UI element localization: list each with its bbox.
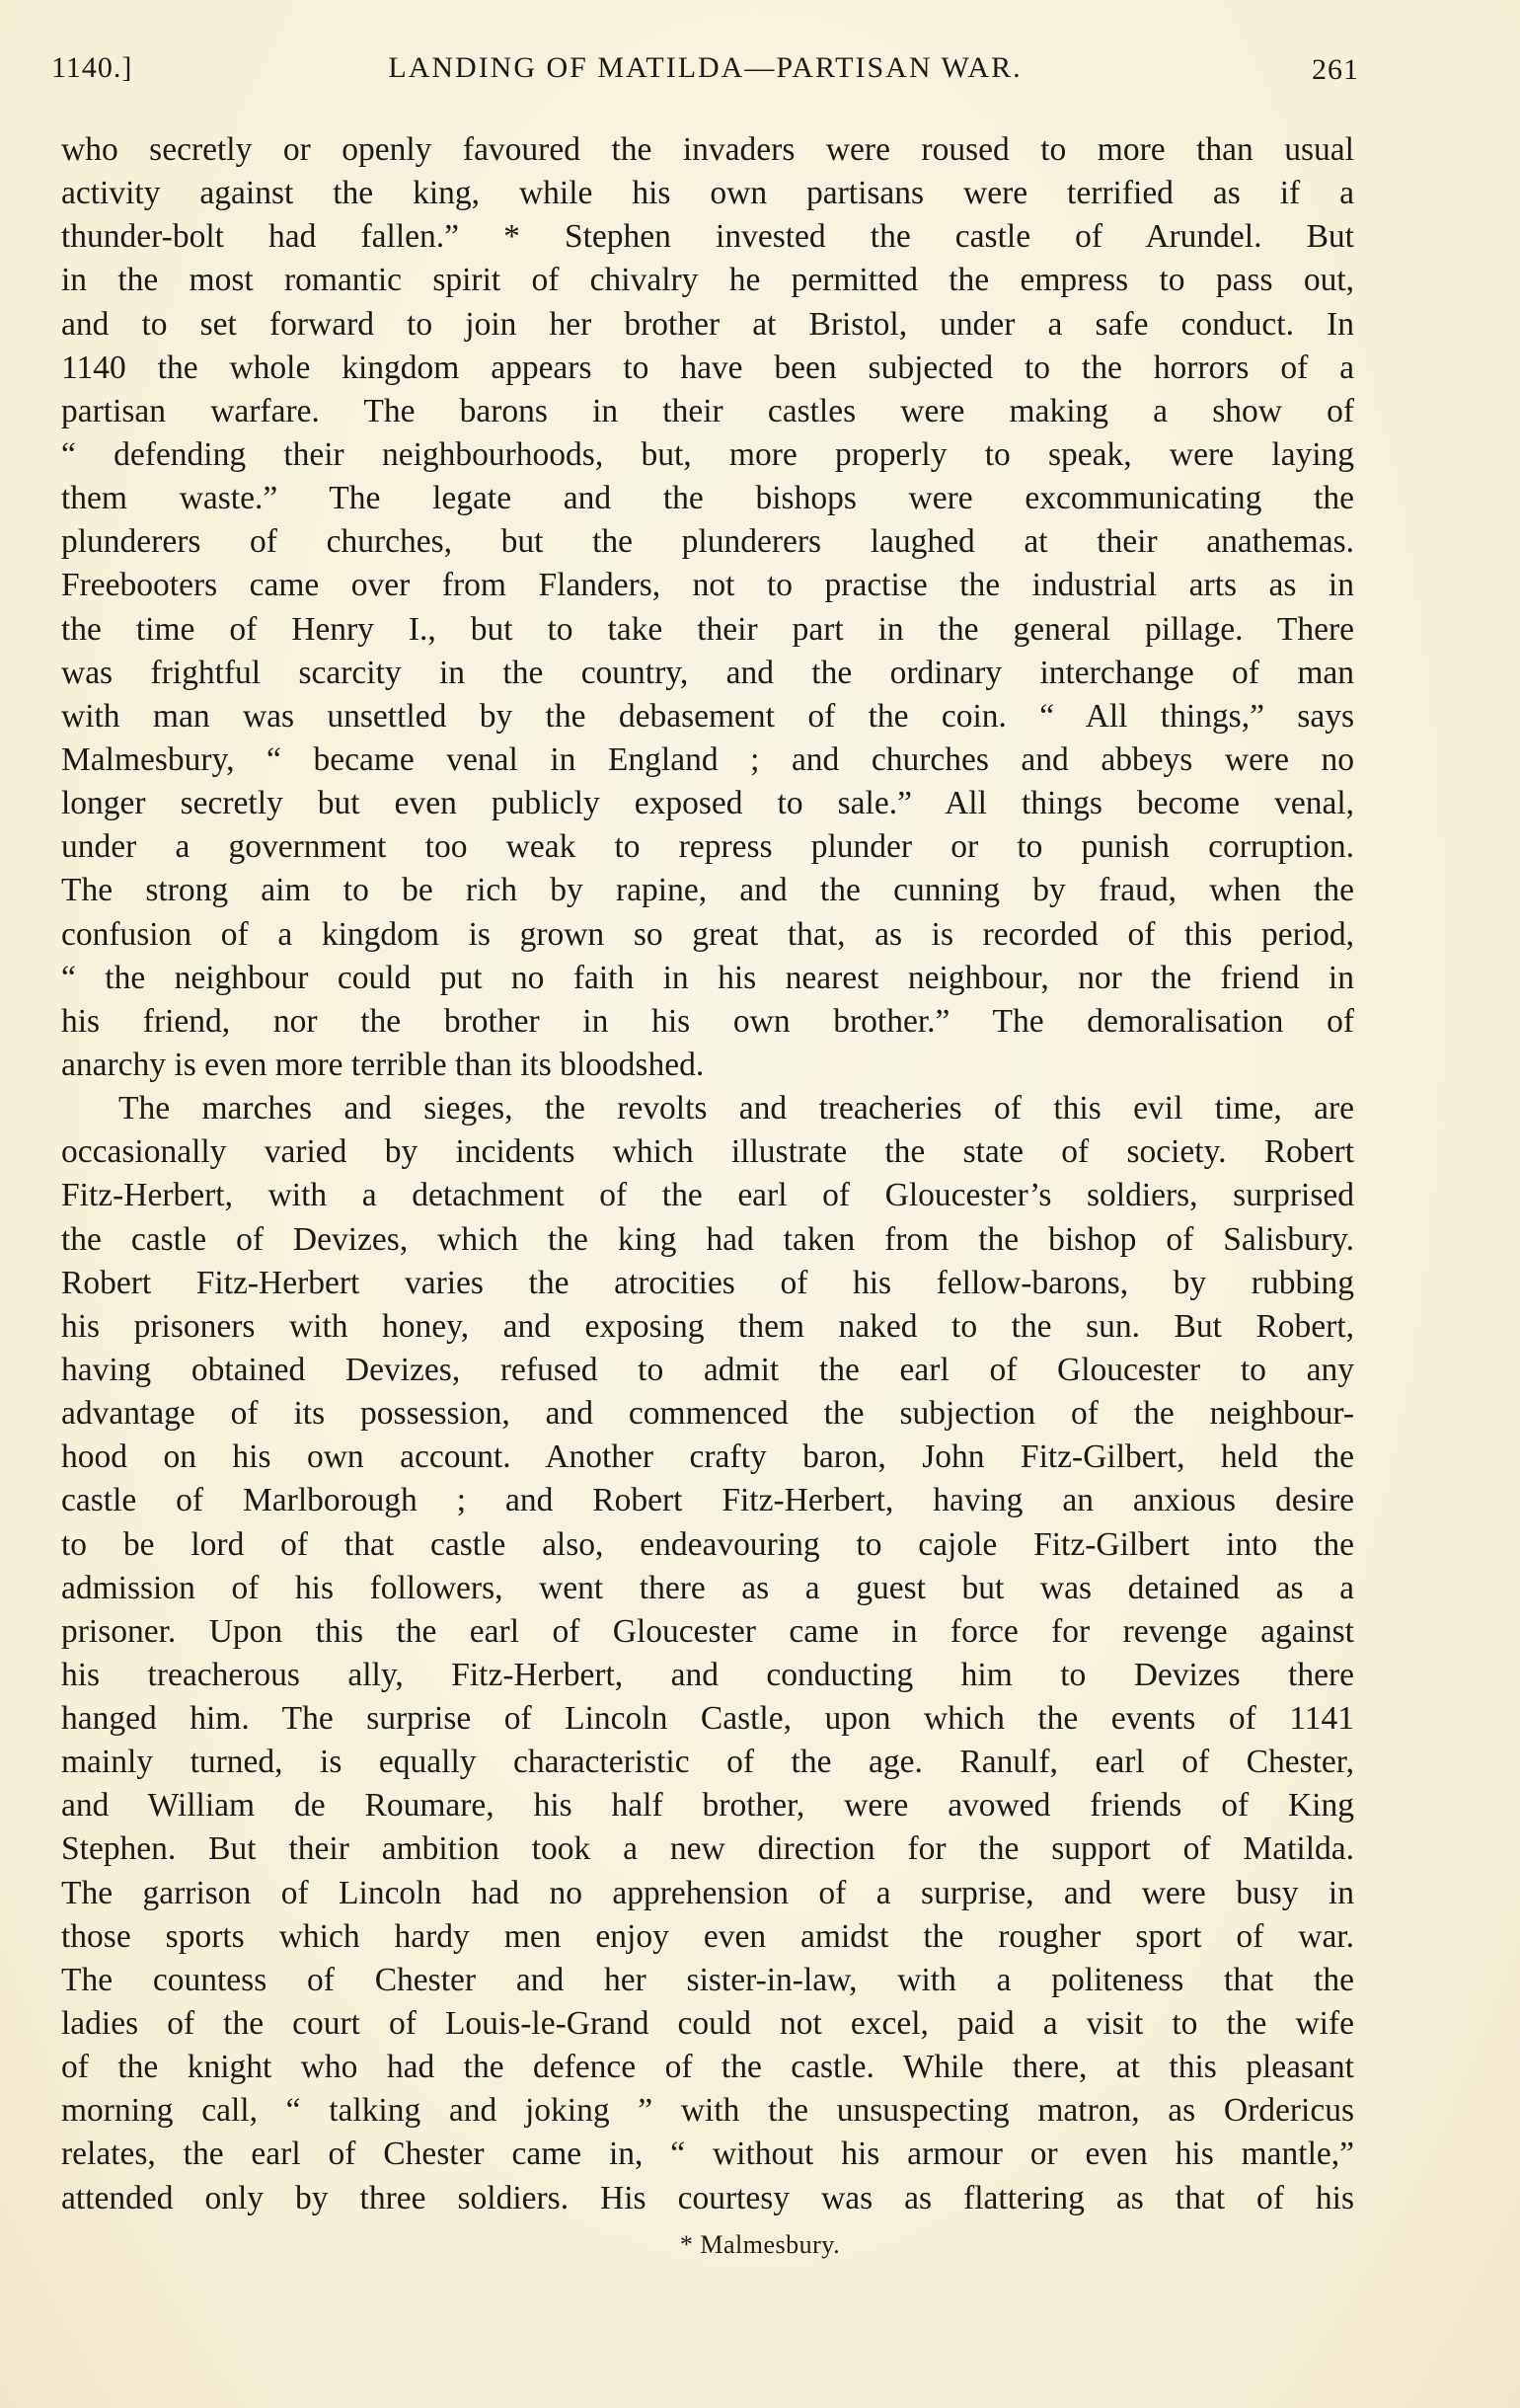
text-line: thunder-bolt had fallen.” * Stephen invested the castle of Arundel. But [61, 218, 1354, 256]
text-line: 1140 the whole kingdom appears to have been subjected to the horrors of a [61, 349, 1354, 386]
text-line: Robert Fitz-Herbert varies the atrocities of his fellow-barons, by rubbing [61, 1264, 1354, 1301]
text-line: Stephen. But their ambition took a new direction for the support of Matilda. [61, 1830, 1354, 1868]
text-line: plunderers of churches, but the plunderers laughed at their anathemas. [61, 523, 1354, 561]
text-line: the time of Henry I., but to take their part in the general pillage. There [61, 610, 1354, 648]
footnote: * Malmesbury. [679, 2230, 841, 2259]
text-line: mainly turned, is equally characteristic of the age. Ranulf, earl of Chester, [61, 1744, 1354, 1781]
text-line: those sports which hardy men enjoy even amidst the rougher sport of war. [61, 1917, 1354, 1955]
text-line: morning call, “ talking and joking ” with the unsuspecting matron, as Ordericus [61, 2092, 1354, 2130]
body-text [61, 128, 1354, 2220]
page-number: 261 [1312, 53, 1359, 86]
text-line: prisoner. Upon this the earl of Gloucester came in force for revenge against [61, 1612, 1354, 1650]
paragraph-end-line: anarchy is even more terrible than its bloodshed. [61, 1046, 705, 1083]
text-line: castle of Marlborough ; and Robert Fitz-Herbert, having an anxious desire [61, 1482, 1354, 1519]
text-line: confusion of a kingdom is grown so great that, as is recorded of this period, [61, 915, 1354, 953]
text-line: his prisoners with honey, and exposing them naked to the sun. But Robert, [61, 1307, 1354, 1345]
text-line: “ defending their neighbourhoods, but, more properly to speak, were laying [61, 435, 1354, 473]
text-line: admission of his followers, went there as a guest but was detained as a [61, 1569, 1354, 1606]
text-line: The garrison of Lincoln had no apprehension of a surprise, and were busy in [61, 1874, 1354, 1911]
running-head-year: 1140.] [51, 51, 133, 84]
running-head [51, 51, 1359, 91]
text-line: attended only by three soldiers. His courtesy was as flattering as that of his [61, 2179, 1354, 2216]
text-line: his friend, nor the brother in his own brother.” The demoralisation of [61, 1002, 1354, 1040]
text-line: was frightful scarcity in the country, and the ordinary interchange of man [61, 654, 1354, 691]
paragraph-start-line: The marches and sieges, the revolts and treacheries of this evil time, are [118, 1090, 1354, 1127]
text-line: his treacherous ally, Fitz-Herbert, and conducting him to Devizes there [61, 1656, 1354, 1693]
text-line: Freebooters came over from Flanders, not to practise the industrial arts as in [61, 567, 1354, 604]
text-line: Malmesbury, “ became venal in England ; and churches and abbeys were no [61, 740, 1354, 778]
text-line: of the knight who had the defence of the castle. While there, at this pleasant [61, 2049, 1354, 2086]
text-line: hanged him. The surprise of Lincoln Castle, upon which the events of 1141 [61, 1700, 1354, 1738]
text-line: hood on his own account. Another crafty baron, John Fitz-Gilbert, held the [61, 1438, 1354, 1476]
text-line: Fitz-Herbert, with a detachment of the earl of Gloucester’s soldiers, surprised [61, 1177, 1354, 1214]
text-line: ladies of the court of Louis-le-Grand could not excel, paid a visit to the wife [61, 2005, 1354, 2043]
text-line: longer secretly but even publicly exposed to sale.” All things become venal, [61, 785, 1354, 822]
text-line: and William de Roumare, his half brother, were avowed friends of King [61, 1787, 1354, 1825]
text-line: partisan warfare. The barons in their castles were making a show of [61, 392, 1354, 429]
text-line: in the most romantic spirit of chivalry he permitted the empress to pass out, [61, 262, 1354, 299]
text-line: who secretly or openly favoured the invaders were roused to more than usual [61, 131, 1354, 168]
text-line: them waste.” The legate and the bishops were excommunicating the [61, 480, 1354, 517]
text-line: with man was unsettled by the debasement of the coin. “ All things,” says [61, 697, 1354, 735]
text-line: The countess of Chester and her sister-in-law, with a politeness that the [61, 1961, 1354, 1998]
text-line: having obtained Devizes, refused to admit the earl of Gloucester to any [61, 1351, 1354, 1388]
text-line: The strong aim to be rich by rapine, and the cunning by fraud, when the [61, 872, 1354, 909]
running-head-title: LANDING OF MATILDA—PARTISAN WAR. [388, 51, 1023, 84]
text-line: occasionally varied by incidents which illustrate the state of society. Robert [61, 1133, 1354, 1171]
text-line: and to set forward to join her brother at Bristol, under a safe conduct. In [61, 305, 1354, 343]
text-line: to be lord of that castle also, endeavouring to cajole Fitz-Gilbert into the [61, 1525, 1354, 1563]
text-line: the castle of Devizes, which the king had taken from the bishop of Salisbury. [61, 1220, 1354, 1258]
text-line: relates, the earl of Chester came in, “ without his armour or even his mantle,” [61, 2136, 1354, 2173]
text-line: advantage of its possession, and commenced the subjection of the neighbour- [61, 1395, 1354, 1433]
text-line: “ the neighbour could put no faith in his nearest neighbour, nor the friend in [61, 959, 1354, 996]
text-line: under a government too weak to repress plunder or to punish corruption. [61, 828, 1354, 866]
text-line: activity against the king, while his own partisans were terrified as if a [61, 175, 1354, 212]
